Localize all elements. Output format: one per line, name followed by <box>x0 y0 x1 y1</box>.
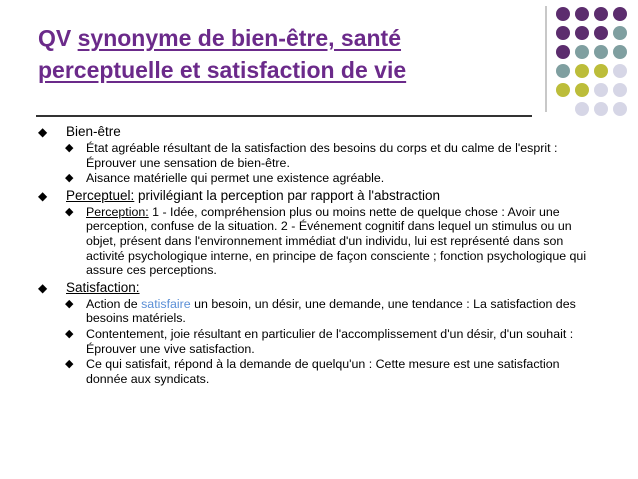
bullet-perceptuel <box>38 188 598 204</box>
section-heading: Bien-être <box>66 124 121 139</box>
decor-dot <box>594 26 608 40</box>
sub-bullet-text-pre: Action de <box>86 296 142 311</box>
title-prefix: QV <box>38 25 78 51</box>
satisfaire-link[interactable]: satisfaire <box>141 296 191 311</box>
decor-dot <box>613 45 627 59</box>
decor-dot <box>594 102 608 116</box>
sub-bullet-icon: ◆ <box>65 142 74 154</box>
decor-dot <box>556 26 570 40</box>
sub-bullet <box>38 171 598 186</box>
sub-bullet-icon: ◆ <box>65 327 74 340</box>
sub-bullet-icon: ◆ <box>65 205 74 218</box>
decor-dot <box>594 64 608 78</box>
decor-dot <box>556 7 570 21</box>
sub-bullet <box>38 327 598 356</box>
decor-dot <box>556 64 570 78</box>
sub-bullet <box>38 141 598 170</box>
decor-dot <box>594 83 608 97</box>
section-heading: Satisfaction: <box>66 279 140 295</box>
decor-dot <box>575 102 589 116</box>
decor-dot <box>594 45 608 59</box>
decor-dot <box>575 26 589 40</box>
section-heading: Perceptuel: <box>66 187 135 203</box>
decor-dot <box>613 26 627 40</box>
decor-dot <box>575 45 589 59</box>
bullet-icon: ◆ <box>38 125 48 139</box>
decor-vertical-line <box>545 6 547 112</box>
sub-bullet-text: Aisance matérielle qui permet une existence agréable. <box>86 171 385 186</box>
bullet-bien-etre <box>38 124 598 140</box>
slide-title <box>38 22 538 86</box>
sub-bullet-icon: ◆ <box>65 297 74 310</box>
decor-dot <box>613 7 627 21</box>
sub-bullet-text: État agréable résultant de la satisfaction des besoins du corps et du calme de l'esprit : Éprouver une sensation de bien-être. <box>86 141 558 170</box>
title-line-1: synonyme de bien-être, santé <box>77 25 402 51</box>
decor-dot <box>556 83 570 97</box>
sub-bullet-icon: ◆ <box>65 358 74 371</box>
sub-bullet-text: un besoin, un désir, une demande, une tendance : La satisfaction des besoins matériels. <box>86 296 576 326</box>
sub-bullet-text: Contentement, joie résultant en particulier de l'accomplissement d'un désir, d'un souhait : Éprouver une vive satisfaction. <box>86 326 574 356</box>
title-line-2: perceptuelle et satisfaction de vie <box>38 57 407 83</box>
bullet-satisfaction <box>38 280 598 296</box>
decor-dot <box>575 7 589 21</box>
sub-bullet <box>38 357 598 386</box>
term-perception: Perception: <box>86 204 149 219</box>
sub-bullet <box>38 205 598 278</box>
bullet-icon: ◆ <box>38 280 48 295</box>
sub-bullet-text: 1 - Idée, compréhension plus ou moins nette de quelque chose : Avoir une perception, confuse de la situation. 2 - Événement cognitif dans lequel un stimulus ou un objet, présent dans l'environnement immédiat d'un individu, lui est représenté dans son activité psychologique interne, en principe de façon consciente ; fonction psychologique qui assure ces perceptions. <box>86 204 587 278</box>
decor-dot <box>556 45 570 59</box>
decor-dot <box>613 102 627 116</box>
decor-dot <box>613 83 627 97</box>
sub-bullet <box>38 297 598 326</box>
sub-bullet-text: Ce qui satisfait, répond à la demande de quelqu'un : Cette mesure est une satisfaction donnée aux syndicats. <box>86 357 560 386</box>
title-divider <box>36 115 532 117</box>
sub-bullet-icon: ◆ <box>65 172 74 185</box>
slide-body <box>38 122 598 386</box>
decor-dot <box>575 83 589 97</box>
section-heading-rest: privilégiant la perception par rapport à l'abstraction <box>134 187 441 203</box>
bullet-icon: ◆ <box>38 188 48 203</box>
decor-dot <box>594 7 608 21</box>
decor-dot <box>575 64 589 78</box>
decor-dot <box>613 64 627 78</box>
